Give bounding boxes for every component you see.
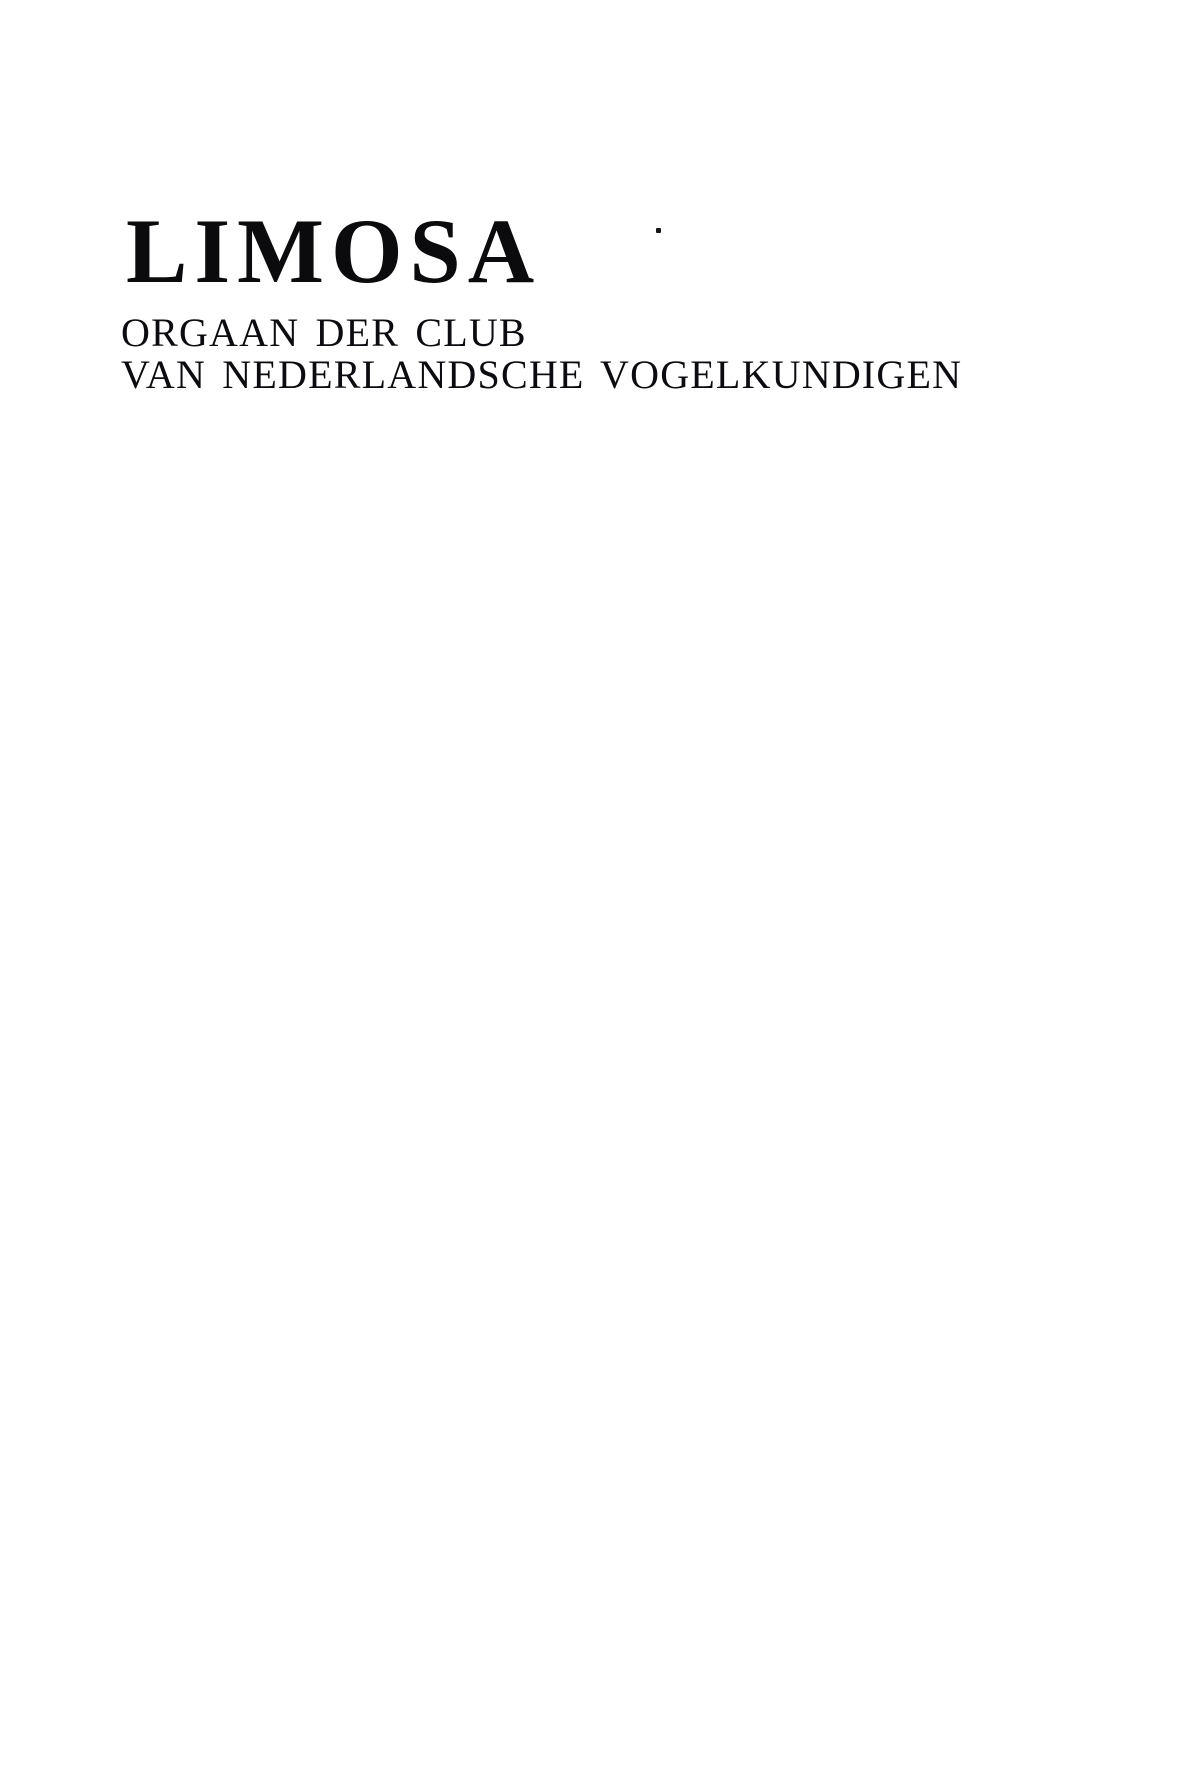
ink-speck-dot [656,228,661,233]
journal-subtitle-line-2: VAN NEDERLANDSCHE VOGELKUNDIGEN [121,352,963,397]
journal-subtitle-line-1: ORGAAN DER CLUB [121,310,527,355]
journal-title: LIMOSA [126,200,542,302]
